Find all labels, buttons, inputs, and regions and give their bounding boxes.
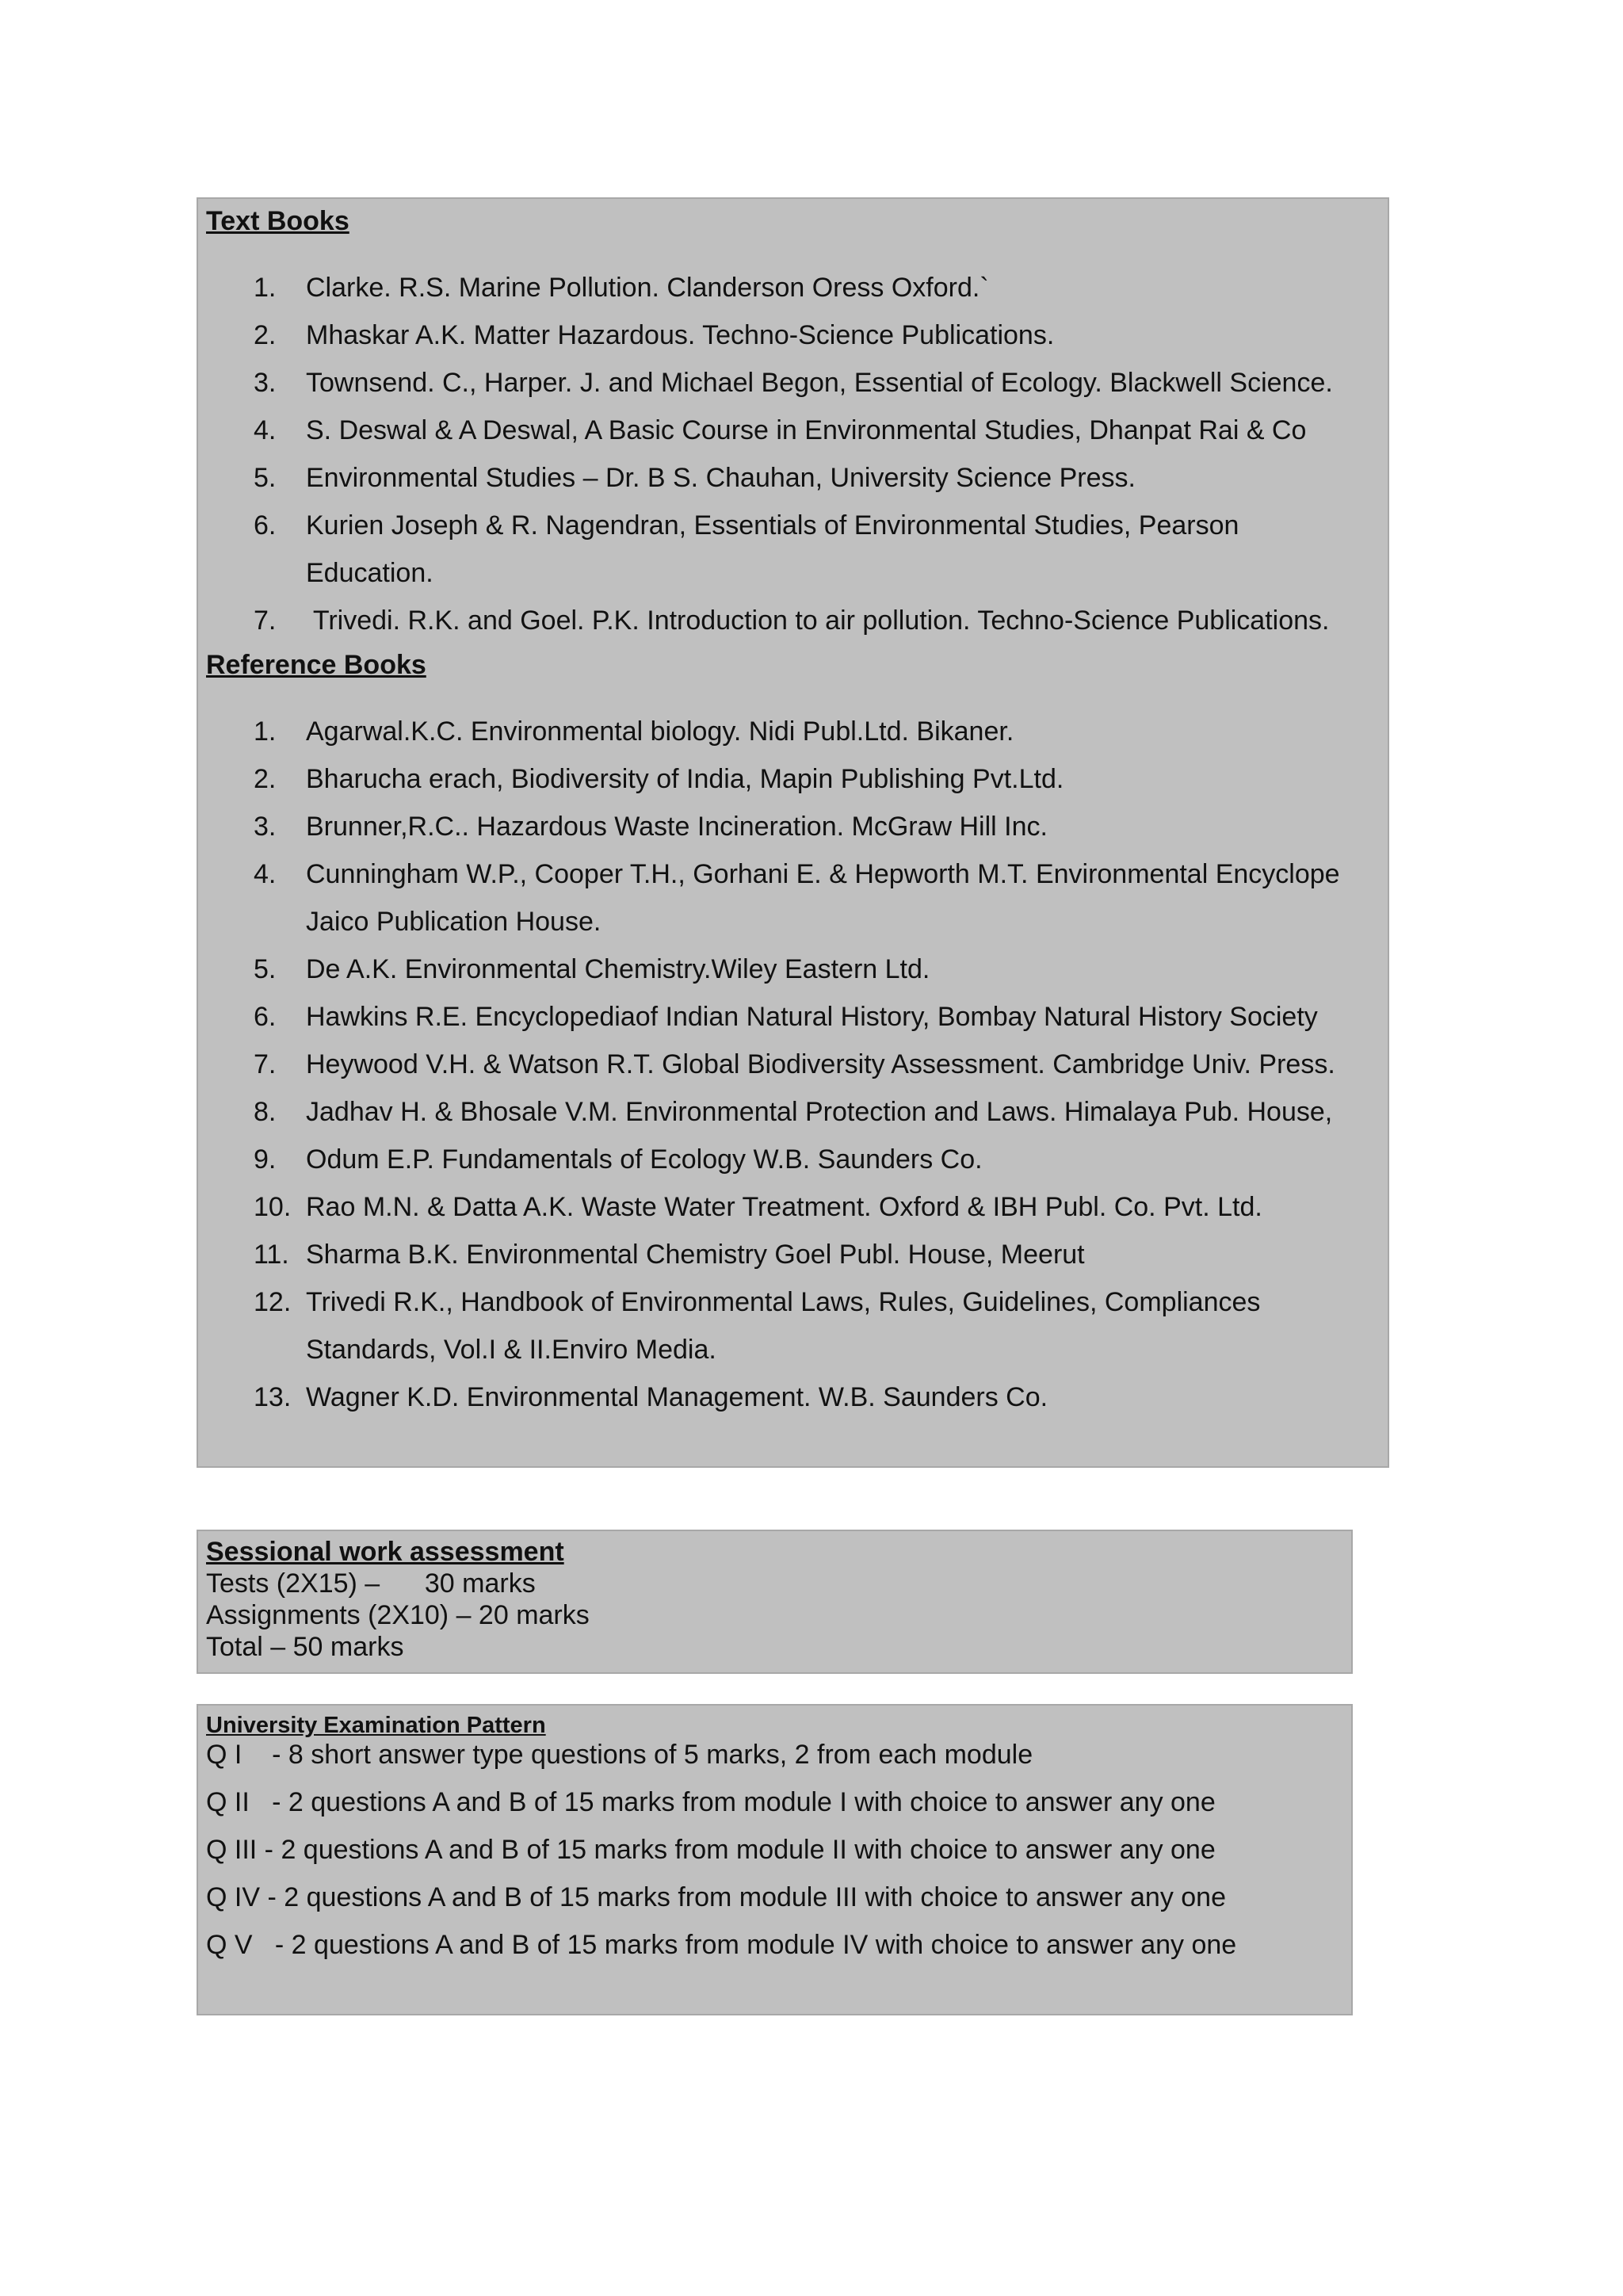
item-number: 8. — [254, 1097, 277, 1127]
item-continuation: Education. — [306, 558, 433, 588]
item-number: 7. — [254, 1049, 277, 1079]
item-number: 5. — [254, 954, 277, 984]
exam-line: Q V - 2 questions A and B of 15 marks from module IV with choice to answer any one — [206, 1930, 1237, 1960]
item-number: 4. — [254, 415, 277, 445]
reference-books-heading: Reference Books — [206, 650, 426, 680]
item-number: 1. — [254, 273, 277, 303]
exam-line: Q IV - 2 questions A and B of 15 marks from module III with choice to answer any one — [206, 1882, 1226, 1912]
item-text: Environmental Studies – Dr. B S. Chauhan, University Science Press. — [306, 463, 1136, 493]
item-text: De A.K. Environmental Chemistry.Wiley Eastern Ltd. — [306, 954, 930, 984]
item-text: Jadhav H. & Bhosale V.M. Environmental Protection and Laws. Himalaya Pub. House, — [306, 1097, 1333, 1127]
item-number: 9. — [254, 1144, 277, 1175]
item-number: 11. — [254, 1240, 289, 1270]
item-number: 10. — [254, 1192, 292, 1222]
sessional-heading: Sessional work assessment — [206, 1537, 564, 1567]
sessional-line: Tests (2X15) – 30 marks — [206, 1568, 536, 1599]
exam-pattern-panel — [197, 1704, 1353, 2015]
item-text: Trivedi. R.K. and Goel. P.K. Introduction to air pollution. Techno-Science Publications. — [306, 606, 1330, 636]
sessional-line: Assignments (2X10) – 20 marks — [206, 1600, 590, 1630]
exam-line: Q III - 2 questions A and B of 15 marks from module II with choice to answer any one — [206, 1835, 1216, 1865]
exam-heading: University Examination Pattern — [206, 1713, 546, 1738]
item-text: S. Deswal & A Deswal, A Basic Course in Environmental Studies, Dhanpat Rai & Co — [306, 415, 1307, 445]
item-continuation: Standards, Vol.I & II.Enviro Media. — [306, 1335, 716, 1365]
item-number: 5. — [254, 463, 277, 493]
books-panel — [197, 197, 1389, 1468]
exam-line: Q I - 8 short answer type questions of 5 marks, 2 from each module — [206, 1740, 1033, 1770]
item-number: 12. — [254, 1287, 292, 1317]
item-number: 3. — [254, 368, 277, 398]
item-number: 2. — [254, 320, 277, 350]
item-number: 6. — [254, 1002, 277, 1032]
item-text: Rao M.N. & Datta A.K. Waste Water Treatment. Oxford & IBH Publ. Co. Pvt. Ltd. — [306, 1192, 1262, 1222]
exam-line: Q II - 2 questions A and B of 15 marks from module I with choice to answer any one — [206, 1787, 1216, 1817]
item-text: Brunner,R.C.. Hazardous Waste Incineration. McGraw Hill Inc. — [306, 812, 1048, 842]
item-number: 7. — [254, 606, 277, 636]
item-number: 1. — [254, 716, 277, 747]
item-continuation: Jaico Publication House. — [306, 907, 601, 937]
item-number: 2. — [254, 764, 277, 794]
item-number: 6. — [254, 510, 277, 541]
item-number: 4. — [254, 859, 277, 889]
sessional-line: Total – 50 marks — [206, 1632, 404, 1662]
item-text: Bharucha erach, Biodiversity of India, Mapin Publishing Pvt.Ltd. — [306, 764, 1064, 794]
item-text: Trivedi R.K., Handbook of Environmental Laws, Rules, Guidelines, Compliances — [306, 1287, 1261, 1317]
item-text: Odum E.P. Fundamentals of Ecology W.B. Saunders Co. — [306, 1144, 983, 1175]
item-text: Heywood V.H. & Watson R.T. Global Biodiversity Assessment. Cambridge Univ. Press. — [306, 1049, 1335, 1079]
sessional-panel — [197, 1530, 1353, 1674]
item-text: Sharma B.K. Environmental Chemistry Goel Publ. House, Meerut — [306, 1240, 1085, 1270]
text-books-heading: Text Books — [206, 206, 349, 236]
item-text: Hawkins R.E. Encyclopediaof Indian Natural History, Bombay Natural History Society — [306, 1002, 1318, 1032]
item-text: Kurien Joseph & R. Nagendran, Essentials of Environmental Studies, Pearson — [306, 510, 1239, 541]
item-number: 13. — [254, 1382, 292, 1412]
item-text: Wagner K.D. Environmental Management. W.B. Saunders Co. — [306, 1382, 1048, 1412]
item-text: Mhaskar A.K. Matter Hazardous. Techno-Science Publications. — [306, 320, 1055, 350]
item-text: Townsend. C., Harper. J. and Michael Begon, Essential of Ecology. Blackwell Science. — [306, 368, 1333, 398]
item-text: Cunningham W.P., Cooper T.H., Gorhani E. & Hepworth M.T. Environmental Encyclope — [306, 859, 1340, 889]
item-number: 3. — [254, 812, 277, 842]
item-text: Clarke. R.S. Marine Pollution. Clanderson Oress Oxford.` — [306, 273, 989, 303]
item-text: Agarwal.K.C. Environmental biology. Nidi Publ.Ltd. Bikaner. — [306, 716, 1014, 747]
